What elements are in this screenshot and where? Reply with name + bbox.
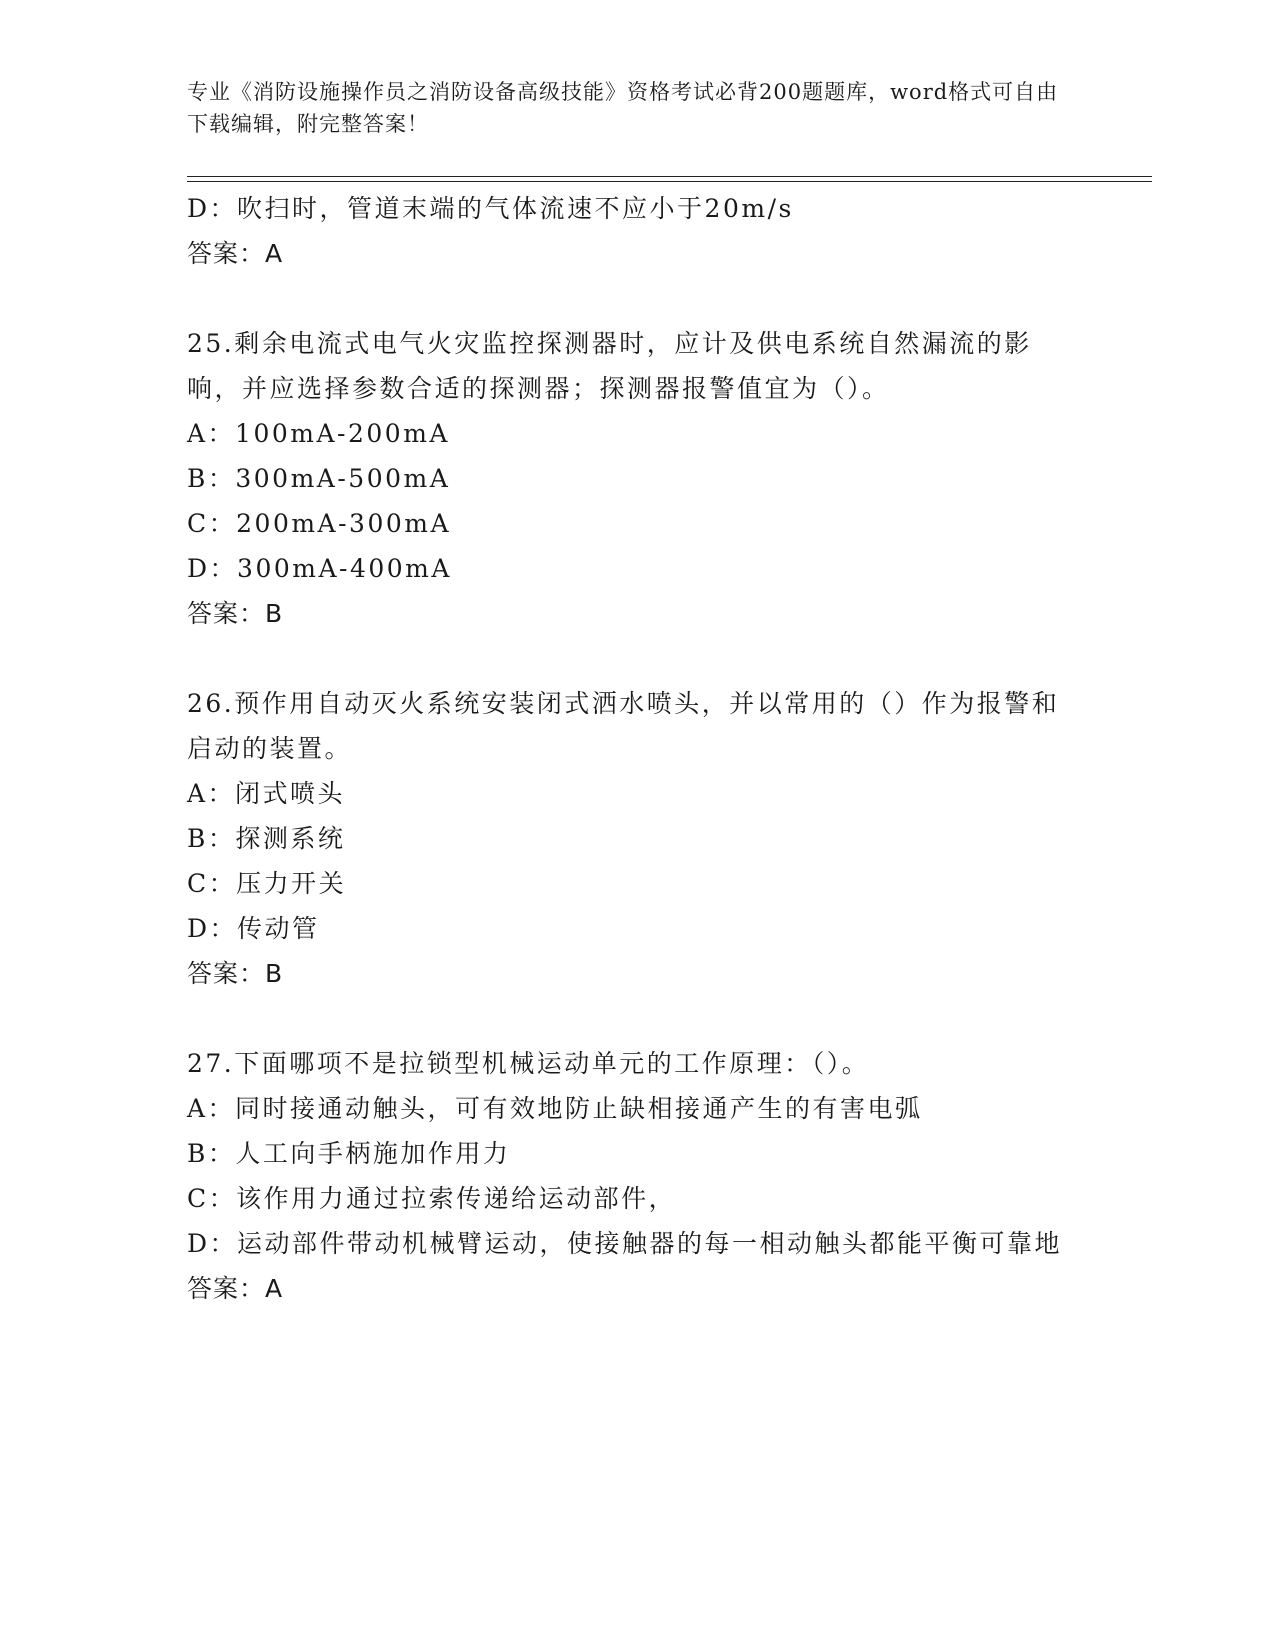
question-stem: 27.下面哪项不是拉锁型机械运动单元的工作原理：（）。 — [187, 1049, 870, 1078]
option-d: D：300mA-400mA — [187, 554, 452, 583]
option-b: B：探测系统 — [187, 824, 346, 853]
option-a: A：同时接通动触头，可有效地防止缺相接通产生的有害电弧 — [187, 1094, 923, 1123]
question-stem: 26.预作用自动灭火系统安装闭式洒水喷头，并以常用的（）作为报警和启动的装置。 — [187, 689, 1060, 763]
question-26 — [187, 681, 1087, 996]
spacer — [187, 996, 1087, 1041]
header-divider-top — [187, 176, 1152, 177]
option-d: D：吹扫时，管道末端的气体流速不应小于20m/s — [187, 194, 794, 223]
question-27 — [187, 1041, 1087, 1311]
answer: 答案：B — [187, 599, 284, 628]
question-list — [187, 186, 1087, 1311]
header-divider-bottom — [187, 181, 1152, 182]
question-stem: 25.剩余电流式电气火灾监控探测器时，应计及供电系统自然漏流的影响，并应选择参数合适的探测器；探测器报警值宜为（）。 — [187, 329, 1032, 403]
option-d: D：运动部件带动机械臂运动，使接触器的每一相动触头都能平衡可靠地 — [187, 1229, 1063, 1258]
question-24-tail — [187, 186, 1087, 276]
option-c: C：该作用力通过拉索传递给运动部件， — [187, 1184, 677, 1213]
document-header: 专业《消防设施操作员之消防设备高级技能》资格考试必背200题题库，word格式可自由下载编辑，附完整答案！ — [187, 80, 1059, 136]
answer: 答案：B — [187, 959, 284, 988]
option-c: C：200mA-300mA — [187, 509, 452, 538]
option-a: A：闭式喷头 — [187, 779, 346, 808]
question-25 — [187, 321, 1087, 636]
option-d: D：传动管 — [187, 914, 320, 943]
option-b: B：300mA-500mA — [187, 464, 451, 493]
answer: 答案：A — [187, 1274, 284, 1303]
answer: 答案：A — [187, 239, 284, 268]
spacer — [187, 636, 1087, 681]
option-c: C：压力开关 — [187, 869, 347, 898]
option-a: A：100mA-200mA — [187, 419, 450, 448]
option-b: B：人工向手柄施加作用力 — [187, 1139, 511, 1168]
spacer — [187, 276, 1087, 321]
